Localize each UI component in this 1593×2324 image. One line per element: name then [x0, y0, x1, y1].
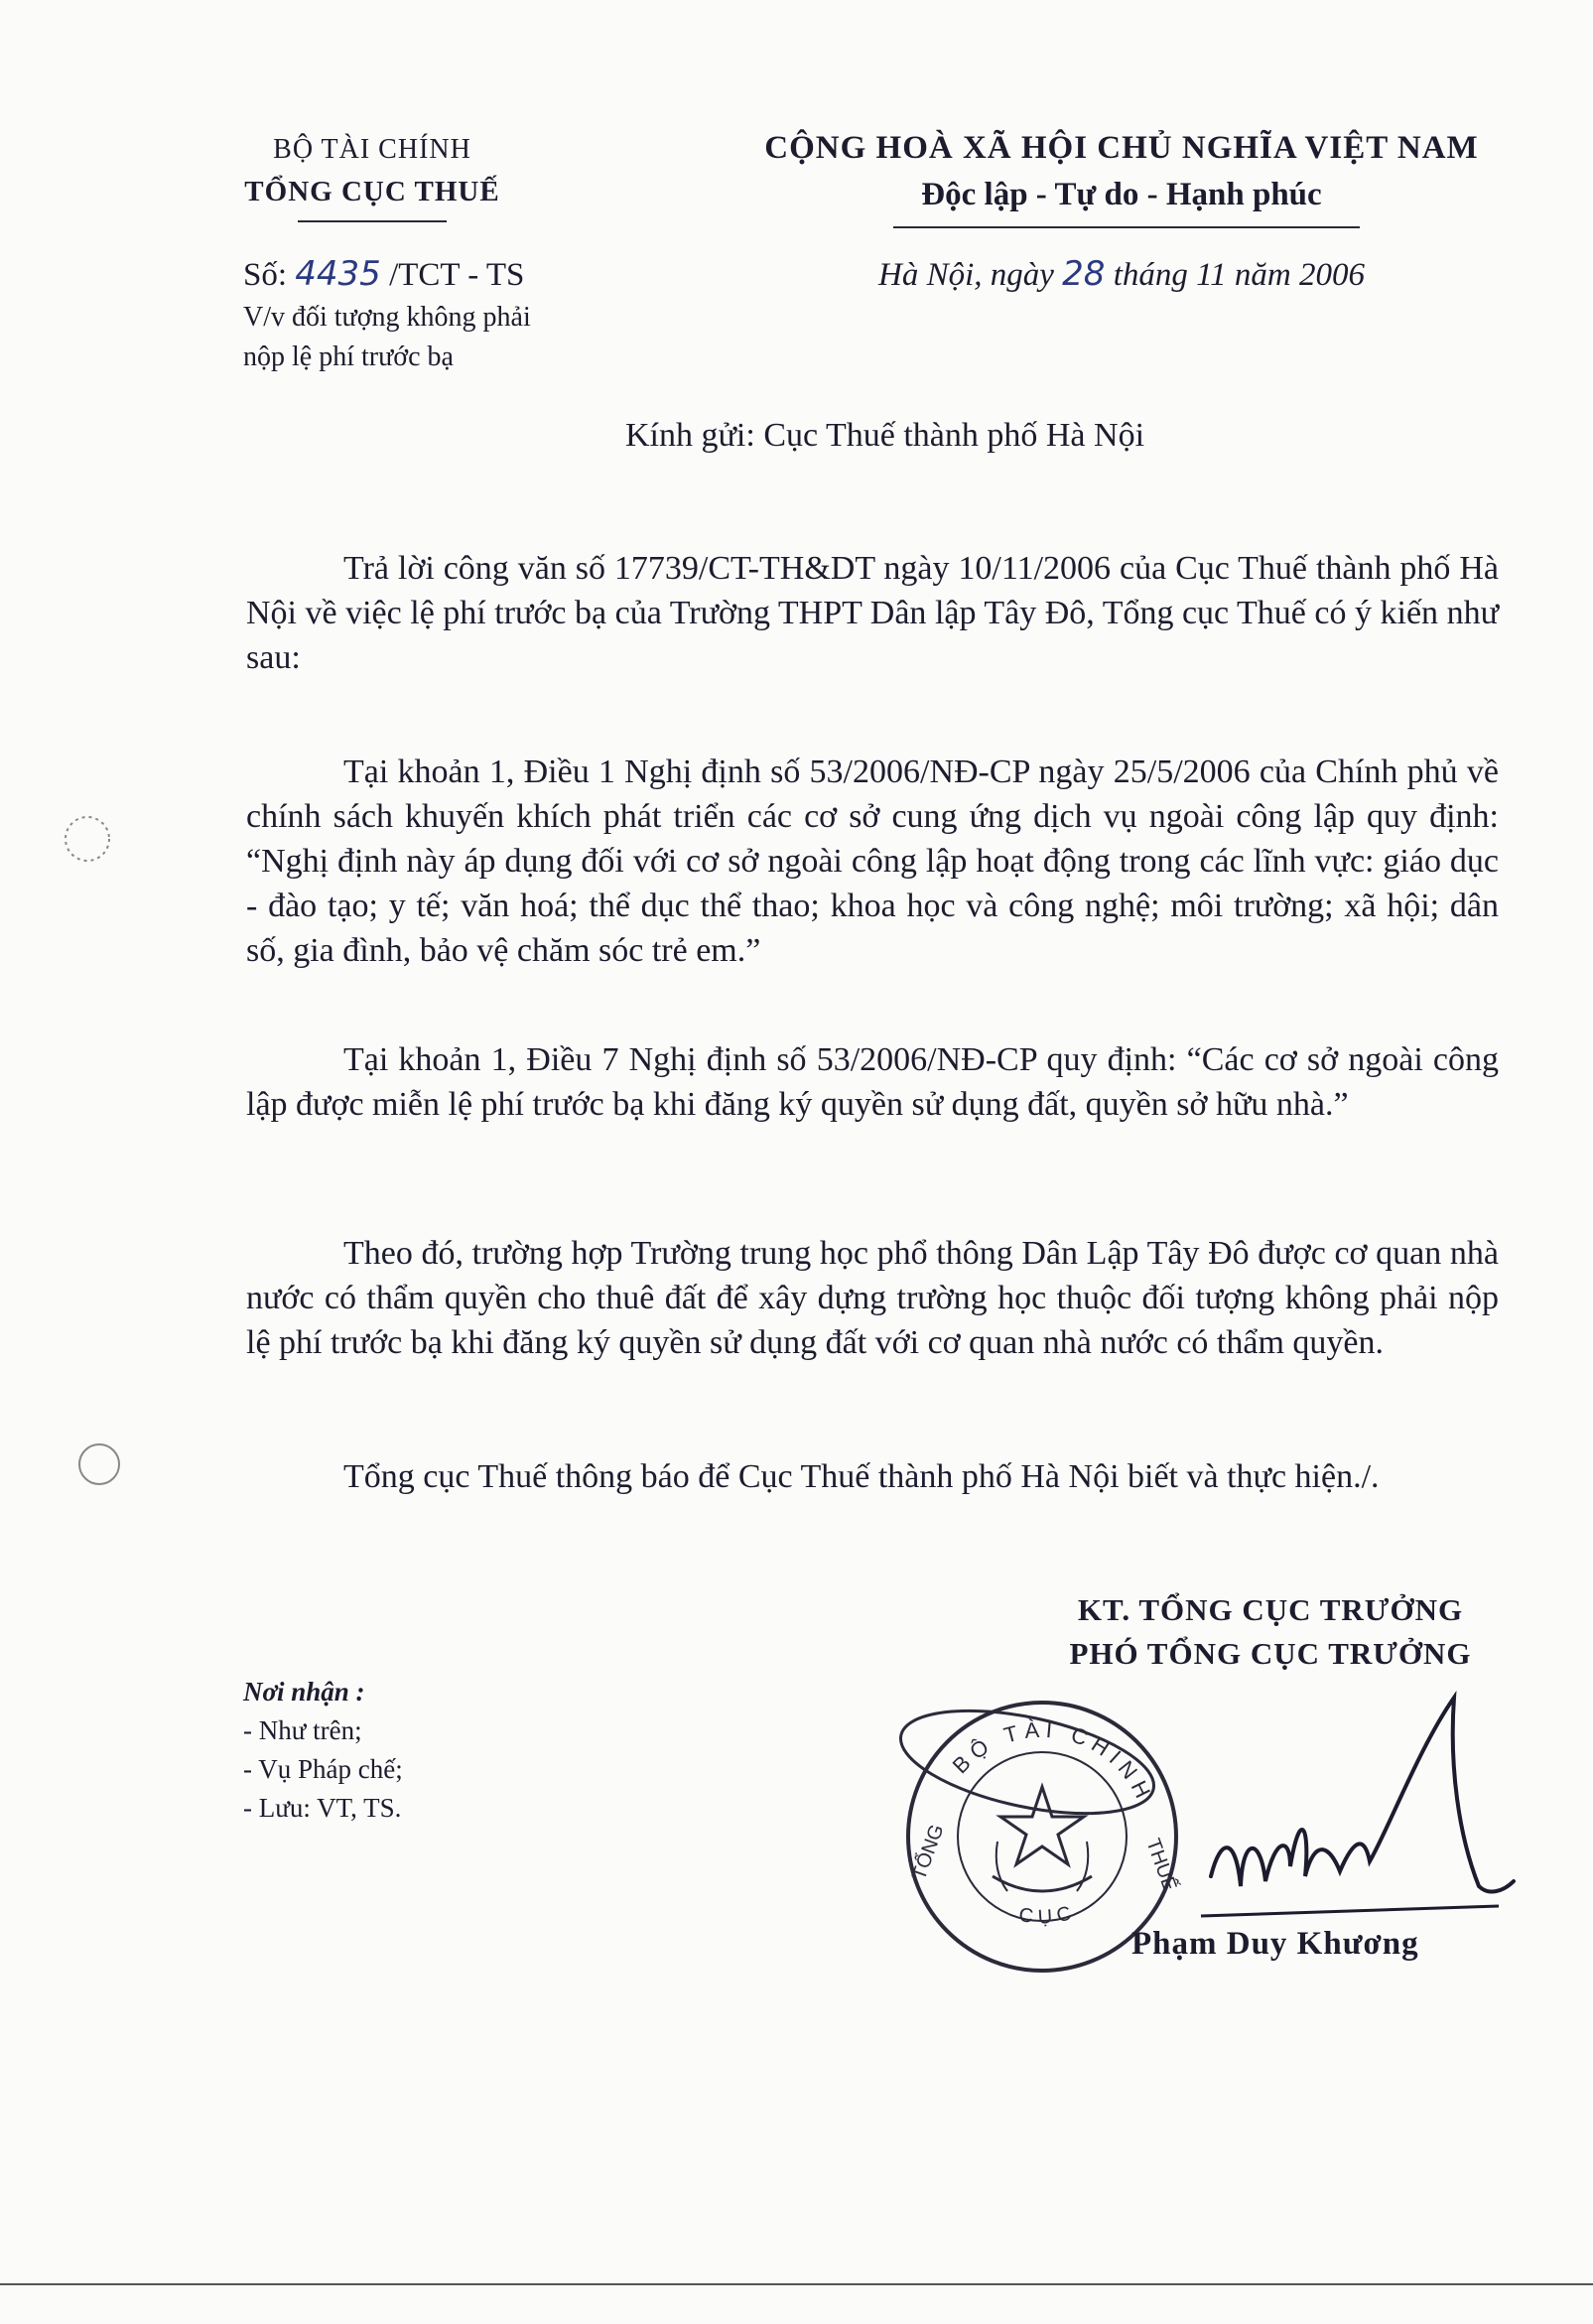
paragraph-4 [246, 1231, 1499, 1365]
paragraph-3-text: Tại khoản 1, Điều 7 Nghị định số 53/2006/NĐ-CP quy định: “Các cơ sở ngoài công lập được miễn lệ phí trước bạ khi đăng ký quyền sử dụng đất, quyền sở hữu nhà.” [246, 1041, 1499, 1123]
signature-title [1012, 1588, 1528, 1676]
handwritten-number: 4435 [295, 254, 381, 294]
page-bottom-edge [0, 2283, 1593, 2285]
svg-text:CỤC [1017, 1901, 1080, 1929]
seal-right-text: THUẾ [1141, 1836, 1181, 1894]
signature-title-2: PHÓ TỔNG CỤC TRƯỞNG [1069, 1636, 1472, 1671]
paragraph-5-text: Tổng cục Thuế thông báo để Cục Thuế thành phố Hà Nội biết và thực hiện./. [343, 1458, 1380, 1495]
paragraph-2 [246, 750, 1499, 973]
signer-name: Phạm Duy Khương [1131, 1926, 1419, 1962]
seal-left-text: TỔNG [908, 1821, 949, 1883]
star-icon [1000, 1787, 1084, 1864]
paragraph-2-text: Tại khoản 1, Điều 1 Nghị định số 53/2006/NĐ-CP ngày 25/5/2006 của Chính phủ về chính sách khuyến khích phát triển các cơ sở cung ứng dịch vụ ngoài công lập quy định: “Nghị định này áp dụng đối với cơ sở ngoài công lập hoạt động trong các lĩnh vực: giáo dục - đào tạo; y tế; văn hoá; thể dục thể thao; khoa học và công nghệ; môi trường; xã hội; dân số, gia đình, bảo vệ chăm sóc trẻ em.” [246, 753, 1499, 969]
country-name: CỘNG HOÀ XÃ HỘI CHỦ NGHĨA VIỆT NAM [764, 130, 1479, 166]
subject-line-2: nộp lệ phí trước bạ [243, 342, 454, 372]
paragraph-5 [246, 1454, 1499, 1499]
signature-title-1: KT. TỔNG CỤC TRƯỞNG [1077, 1592, 1464, 1627]
document-number [243, 254, 524, 294]
recipient-item: - Vụ Pháp chế; [243, 1754, 403, 1784]
date-rest: tháng 11 năm 2006 [1113, 257, 1365, 293]
recipient-item: - Như trên; [243, 1715, 362, 1745]
ministry-name: BỘ TÀI CHÍNH [273, 134, 471, 165]
department-name: TỔNG CỤC THUẾ [244, 176, 500, 207]
motto-underline [893, 226, 1360, 228]
issuer-block [189, 129, 556, 212]
subject-line-1: V/v đối tượng không phải [243, 302, 531, 333]
paragraph-3 [246, 1037, 1499, 1127]
national-heading [715, 124, 1528, 217]
seal-bottom-text: CỤC [1017, 1900, 1080, 1929]
handwritten-day: 28 [1062, 254, 1106, 294]
seal-top-text: BỘ TÀI CHÍNH [947, 1716, 1158, 1808]
hole-punch-icon [66, 817, 109, 861]
recipients-heading: Nơi nhận : [243, 1677, 365, 1707]
date-prefix: Hà Nội, ngày [878, 257, 1054, 293]
date-line [878, 254, 1365, 294]
number-prefix: Số: [243, 257, 288, 293]
recipients-list [243, 1673, 403, 1828]
paragraph-4-text: Theo đó, trường hợp Trường trung học phổ thông Dân Lập Tây Đô được cơ quan nhà nước có thẩm quyền cho thuê đất để xây dựng trường học thuộc đối tượng không phải nộp lệ phí trước bạ khi đăng ký quyền sử dụng đất với cơ quan nhà nước có thẩm quyền. [246, 1235, 1499, 1361]
subject-line [243, 298, 620, 377]
handwritten-signature [1181, 1688, 1519, 1946]
national-motto: Độc lập - Tự do - Hạnh phúc [921, 177, 1322, 212]
salutation: Kính gửi: Cục Thuế thành phố Hà Nội [625, 417, 1145, 454]
issuer-underline [298, 220, 447, 222]
recipient-item: - Lưu: VT, TS. [243, 1793, 402, 1823]
hole-punch-icon [79, 1444, 119, 1484]
paragraph-1-text: Trả lời công văn số 17739/CT-TH&DT ngày 10/11/2006 của Cục Thuế thành phố Hà Nội về việc lệ phí trước bạ của Trường THPT Dân lập Tây Đô, Tổng cục Thuế có ý kiến như sau: [246, 550, 1499, 676]
paragraph-1 [246, 546, 1499, 680]
number-suffix: /TCT - TS [389, 257, 525, 293]
